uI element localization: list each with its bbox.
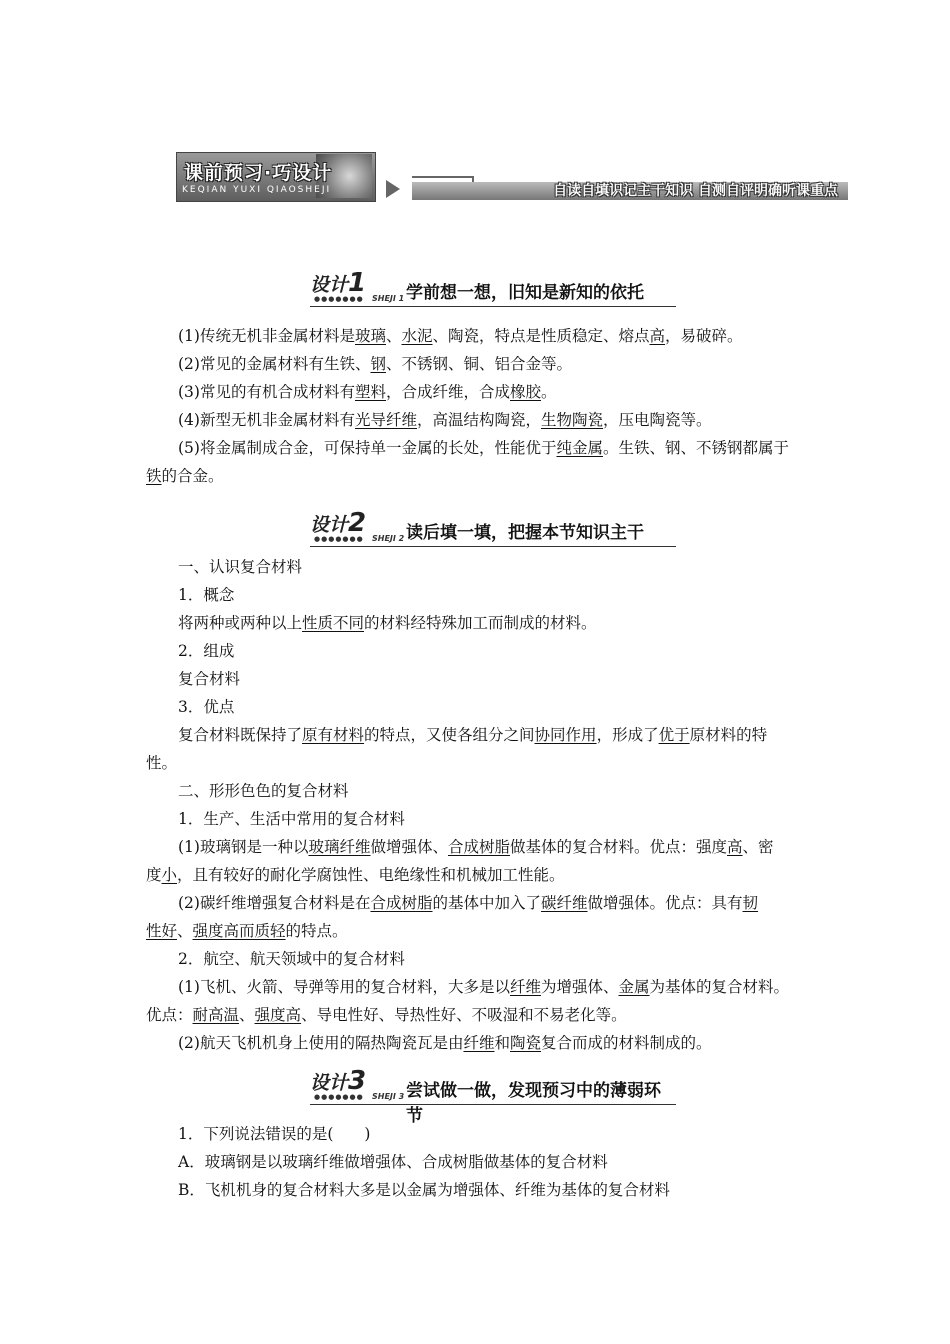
text: 为基体的复合材料。 (649, 978, 790, 996)
text: (2)碳纤维增强复合材料是在 (178, 894, 371, 912)
text: ，形成了 (596, 726, 659, 744)
answer-blank: 碳纤维 (541, 894, 588, 912)
badge-label: 设计 (310, 274, 349, 296)
text: (3)常见的有机合成材料有 (178, 383, 355, 401)
answer-blank: 生物陶瓷 (541, 411, 604, 429)
text: 、导电性好、导热性好、不吸湿和不易老化等。 (301, 1006, 627, 1024)
text: 。 (541, 383, 557, 401)
paragraph-line (178, 837, 810, 857)
text: 、 (239, 1006, 255, 1024)
text: 、陶瓷，特点是性质稳定、熔点 (432, 327, 650, 345)
paragraph-line: 复合材料 (178, 670, 241, 688)
banner-pinyin: KEQIAN YUXI QIAOSHEJI (182, 185, 332, 195)
badge-sheji: SHEJI 1 (372, 294, 405, 303)
text: (1)传统无机非金属材料是 (178, 327, 355, 345)
text: ，合成纤维，合成 (385, 383, 510, 401)
text: (2)航天飞机机身上使用的隔热陶瓷瓦是由 (178, 1034, 464, 1052)
badge-dots: ●●●●●●● (314, 295, 364, 303)
text: ，高温结构陶瓷， (416, 411, 541, 429)
answer-blank: 陶瓷 (510, 1034, 542, 1052)
section-header-3 (310, 1066, 676, 1126)
play-arrow-icon (386, 180, 400, 198)
heading-line: 2．组成 (178, 642, 235, 660)
text: 和 (494, 1034, 510, 1052)
answer-blank: 原有材料 (302, 726, 365, 744)
paragraph-line (178, 410, 810, 430)
badge-number: 3 (348, 1066, 367, 1096)
text: (4)新型无机非金属材料有 (178, 411, 355, 429)
answer-blank: 纤维 (509, 978, 541, 996)
text: (1)飞机、火箭、导弹等用的复合材料，大多是以 (178, 978, 510, 996)
text: 的材料经特殊加工而制成的材料。 (364, 614, 597, 632)
heading-line: 2．航空、航天领域中的复合材料 (178, 950, 405, 968)
paragraph-line (178, 977, 810, 997)
answer-blank: 橡胶 (510, 383, 542, 401)
answer-blank: 小 (161, 866, 178, 884)
answer-blank: 强度高 (254, 1006, 302, 1024)
text: ，且有较好的耐化学腐蚀性、电绝缘性和机械加工性能。 (177, 866, 565, 884)
text: 的合金。 (161, 467, 224, 485)
answer-blank: 纤维 (463, 1034, 495, 1052)
paragraph-line (178, 893, 810, 913)
paragraph-line (178, 725, 810, 745)
badge-sheji: SHEJI 2 (372, 534, 405, 543)
badge-sheji: SHEJI 3 (372, 1092, 405, 1101)
answer-blank: 纯金属 (556, 439, 603, 457)
badge-number: 2 (348, 508, 367, 538)
text: 的特点。 (285, 922, 348, 940)
heading-line: 二、形形色色的复合材料 (178, 782, 349, 800)
section-banner (176, 152, 848, 202)
section-title: 学前想一想，旧知是新知的依托 (406, 283, 644, 303)
text: 度 (146, 866, 162, 884)
answer-blank: 高 (727, 838, 743, 856)
heading-line: 3．优点 (178, 698, 235, 716)
answer-blank: 玻璃纤维 (308, 838, 371, 856)
answer-blank: 强度高而质轻 (192, 922, 286, 940)
answer-blank: 金属 (618, 978, 650, 996)
answer-blank: 性好 (146, 922, 178, 940)
answer-blank: 韧 (742, 894, 759, 912)
heading-line: 一、认识复合材料 (178, 558, 303, 576)
paragraph-line (146, 466, 810, 486)
paragraph-line: 性。 (146, 754, 178, 772)
question-stem: 1．下列说法错误的是( ) (178, 1125, 371, 1143)
text: 优点： (146, 1006, 193, 1024)
text: 。生铁、钢、不锈钢都属于 (602, 439, 789, 457)
badge-dots: ●●●●●●● (314, 535, 364, 543)
question-option-a: A．玻璃钢是以玻璃纤维做增强体、合成树脂做基体的复合材料 (178, 1153, 608, 1171)
answer-blank: 塑料 (354, 383, 386, 401)
text: 的特点，又使各组分之间 (364, 726, 535, 744)
text: 将两种或两种以上 (178, 614, 303, 632)
answer-blank: 合成树脂 (448, 838, 511, 856)
answer-blank: 钢 (370, 355, 386, 373)
text: 做基体的复合材料。优点：强度 (510, 838, 728, 856)
section-badge (310, 268, 366, 298)
badge-label: 设计 (310, 514, 349, 536)
section-title: 读后填一填，把握本节知识主干 (406, 523, 644, 543)
text: 、 (177, 922, 193, 940)
text: 做增强体。优点：具有 (587, 894, 743, 912)
answer-blank: 耐高温 (192, 1006, 240, 1024)
paragraph-line (178, 1033, 810, 1053)
badge-dots: ●●●●●●● (314, 1093, 364, 1101)
paragraph-line (146, 1005, 810, 1025)
answer-blank: 优于 (658, 726, 690, 744)
badge-number: 1 (348, 268, 367, 298)
text: 复合而成的材料制成的。 (541, 1034, 712, 1052)
answer-blank: 铁 (146, 467, 162, 485)
text: ，易破碎。 (665, 327, 743, 345)
text: (2)常见的金属材料有生铁、 (178, 355, 371, 373)
badge-label: 设计 (310, 1072, 349, 1094)
text: 复合材料既保持了 (178, 726, 303, 744)
answer-blank: 高 (649, 327, 666, 345)
text: 为增强体、 (540, 978, 619, 996)
section-badge (310, 1066, 366, 1096)
section-title: 尝试做一做，发现预习中的薄弱环节 (406, 1081, 661, 1126)
paragraph-line (146, 865, 810, 885)
paragraph-line (178, 613, 810, 633)
section-header-1 (310, 268, 676, 307)
text: 、 (385, 327, 402, 345)
text: 、密 (742, 838, 774, 856)
paragraph-line (178, 354, 810, 374)
text: 做增强体、 (370, 838, 448, 856)
answer-blank: 光导纤维 (354, 411, 417, 429)
question-option-b: B．飞机机身的复合材料大多是以金属为增强体、纤维为基体的复合材料 (178, 1181, 670, 1199)
answer-blank: 性质不同 (302, 614, 365, 632)
text: 、不锈钢、铜、铝合金等。 (385, 355, 572, 373)
text: (5)将金属制成合金，可保持单一金属的长处，性能优于 (178, 439, 557, 457)
paragraph-line (178, 326, 810, 346)
text: ，压电陶瓷等。 (603, 411, 712, 429)
text: (1)玻璃钢是一种以 (178, 838, 309, 856)
text: 原材料的特 (689, 726, 768, 744)
banner-slogan: 自读自填识记主干知识 自测自评明确听课重点 (553, 183, 838, 199)
banner-title: 课前预习·巧设计 (184, 162, 333, 184)
section-header-2 (310, 508, 676, 547)
heading-line: 1．概念 (178, 586, 235, 604)
section-badge (310, 508, 366, 538)
text: 的基体中加入了 (432, 894, 541, 912)
paragraph-line (178, 382, 810, 402)
heading-line: 1．生产、生活中常用的复合材料 (178, 810, 405, 828)
answer-blank: 水泥 (401, 327, 433, 345)
paragraph-line (146, 921, 810, 941)
answer-blank: 协同作用 (534, 726, 597, 744)
paragraph-line (178, 438, 810, 458)
answer-blank: 玻璃 (354, 327, 386, 345)
answer-blank: 合成树脂 (370, 894, 433, 912)
